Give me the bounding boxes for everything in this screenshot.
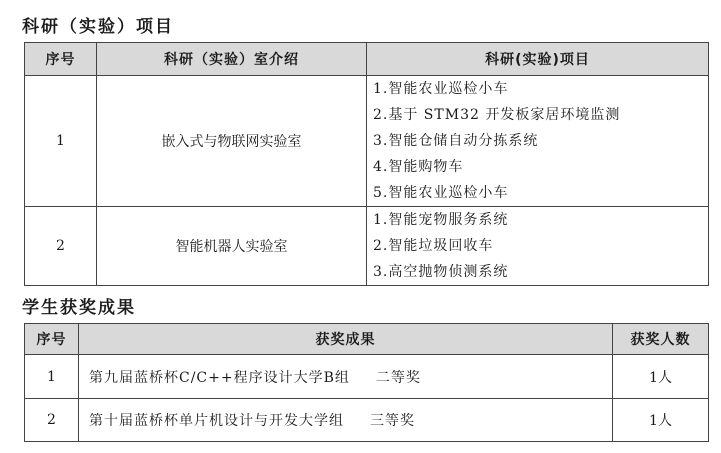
project-item: 1.智能农业巡检小车 xyxy=(373,81,509,97)
awards-section-title: 学生获奖成果 xyxy=(22,298,136,318)
award-cell xyxy=(79,399,613,442)
project-item: 1.智能宠物服务系统 xyxy=(373,212,509,228)
header-projects: 科研(实验)项目 xyxy=(367,43,709,76)
award-count: 1人 xyxy=(613,399,709,442)
row-no: 2 xyxy=(25,207,97,286)
project-list xyxy=(367,76,709,207)
lab-name: 智能机器人实验室 xyxy=(97,207,367,286)
project-list xyxy=(367,207,709,286)
row-no: 2 xyxy=(25,399,79,442)
award-level: 三等奖 xyxy=(370,413,415,429)
award-name: 第十届蓝桥杯单片机设计与开发大学组 xyxy=(89,413,344,429)
project-item: 3.高空抛物侦测系统 xyxy=(373,264,509,280)
project-item: 2.智能垃圾回收车 xyxy=(373,238,494,254)
awards-header-row xyxy=(25,324,709,355)
research-table xyxy=(24,42,709,286)
header-no: 序号 xyxy=(25,43,97,76)
lab-name: 嵌入式与物联网实验室 xyxy=(97,76,367,207)
row-no: 1 xyxy=(25,355,79,399)
project-item: 4.智能购物车 xyxy=(373,159,464,175)
award-name: 第九届蓝桥杯C/C++程序设计大学B组 xyxy=(89,369,350,386)
row-no: 1 xyxy=(25,76,97,207)
research-header-row xyxy=(25,43,709,76)
header-lab: 科研（实验）室介绍 xyxy=(97,43,367,76)
header-no: 序号 xyxy=(25,324,79,355)
award-level: 二等奖 xyxy=(375,369,421,386)
project-item: 2.基于 STM32 开发板家居环境监测 xyxy=(373,107,621,123)
project-item: 3.智能仓储自动分拣系统 xyxy=(373,133,539,149)
awards-table xyxy=(24,323,709,442)
table-row xyxy=(25,207,709,286)
table-row xyxy=(25,76,709,207)
award-count: 1人 xyxy=(613,355,709,399)
table-row xyxy=(25,355,709,399)
research-section-title: 科研（实验）项目 xyxy=(22,17,174,37)
table-row xyxy=(25,399,709,442)
header-result: 获奖成果 xyxy=(79,324,613,355)
award-cell xyxy=(79,355,613,399)
project-item: 5.智能农业巡检小车 xyxy=(373,185,509,201)
header-count: 获奖人数 xyxy=(613,324,709,355)
